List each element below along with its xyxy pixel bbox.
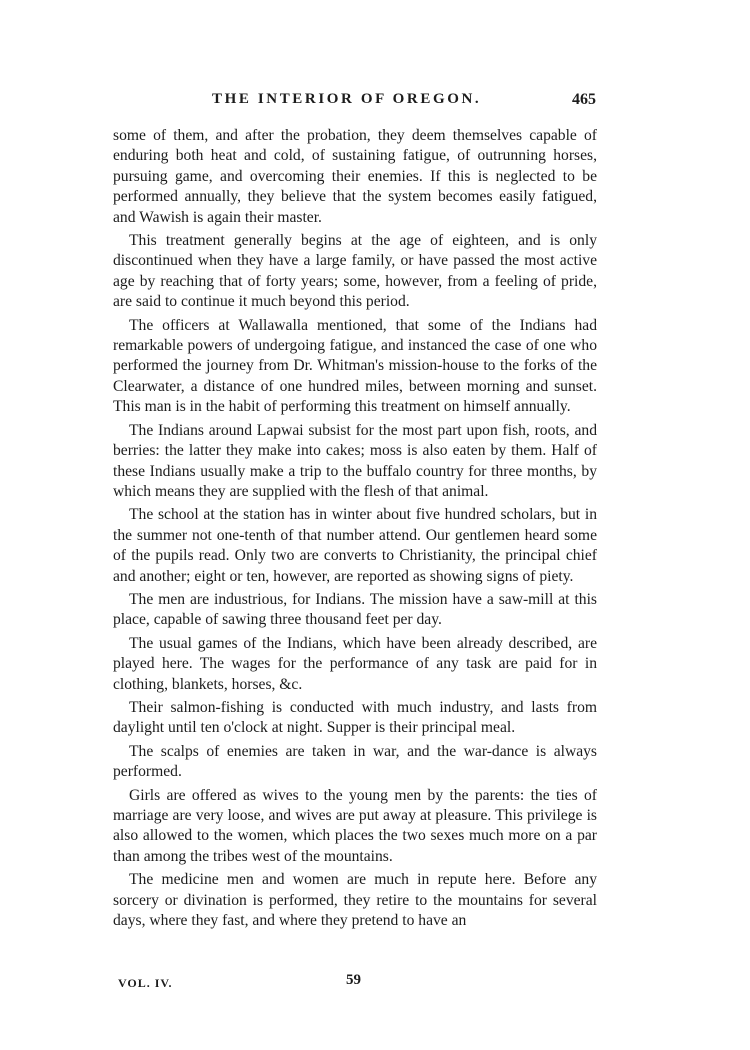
paragraph: The medicine men and women are much in repute here. Before any sorcery or divination is performed, they retire to the mountains for several days, where they fast, and where they pretend to have an — [113, 871, 597, 930]
page-footer — [118, 972, 598, 996]
page-number: 465 — [572, 91, 596, 108]
running-title: THE INTERIOR OF OREGON. — [212, 91, 482, 107]
running-head — [112, 91, 596, 115]
paragraph: Girls are offered as wives to the young men by the parents: the ties of marriage are very loose, and wives are put away at pleasure. This privilege is also allowed to the women, which places the two sexes much more on a par than among the tribes west of the mountains. — [113, 786, 597, 865]
paragraph: some of them, and after the probation, they deem themselves capable of enduring both heat and cold, of sustaining fatigue, of outrunning horses, pursuing game, and overcoming their enemies. If this is neglected to be performed annually, they believe that the system becomes easily fatigued, and Wawish is again their master. — [113, 127, 597, 226]
paragraph: The Indians around Lapwai subsist for the most part upon fish, roots, and berries: the latter they make into cakes; moss is also eaten by them. Half of these Indians usually make a trip to the buffalo country for three months, by which means they are supplied with the flesh of that animal. — [113, 421, 597, 500]
paragraph: The usual games of the Indians, which have been already described, are played here. The wages for the performance of any task are paid for in clothing, blankets, horses, &c. — [113, 634, 597, 693]
paragraph: Their salmon-fishing is conducted with much industry, and lasts from daylight until ten o'clock at night. Supper is their principal meal. — [113, 698, 597, 737]
volume-label: VOL. IV. — [118, 976, 173, 990]
signature-mark: 59 — [346, 972, 361, 988]
paragraph: The officers at Wallawalla mentioned, that some of the Indians had remarkable powers of undergoing fatigue, and instanced the case of one who performed the journey from Dr. Whitman's mission-house to the forks of the Clearwater, a distance of one hundred miles, between morning and sunset. This man is in the habit of performing this treatment on himself annually. — [113, 316, 597, 416]
paragraph: This treatment generally begins at the age of eighteen, and is only discontinued when they have a large family, or have passed the most active age by reaching that of forty years; some, however, from a feeling of pride, are said to continue it much beyond this period. — [113, 232, 597, 311]
page-body — [113, 126, 597, 931]
paragraph: The scalps of enemies are taken in war, and the war-dance is always performed. — [113, 742, 597, 781]
paragraph: The men are industrious, for Indians. The mission have a saw-mill at this place, capable of sawing three thousand feet per day. — [113, 590, 597, 629]
paragraph: The school at the station has in winter about five hundred scholars, but in the summer not one-tenth of that number attend. Our gentlemen heard some of the pupils read. Only two are converts to Christianity, the principal chief and another; eight or ten, however, are reported as showing signs of piety. — [113, 506, 597, 585]
